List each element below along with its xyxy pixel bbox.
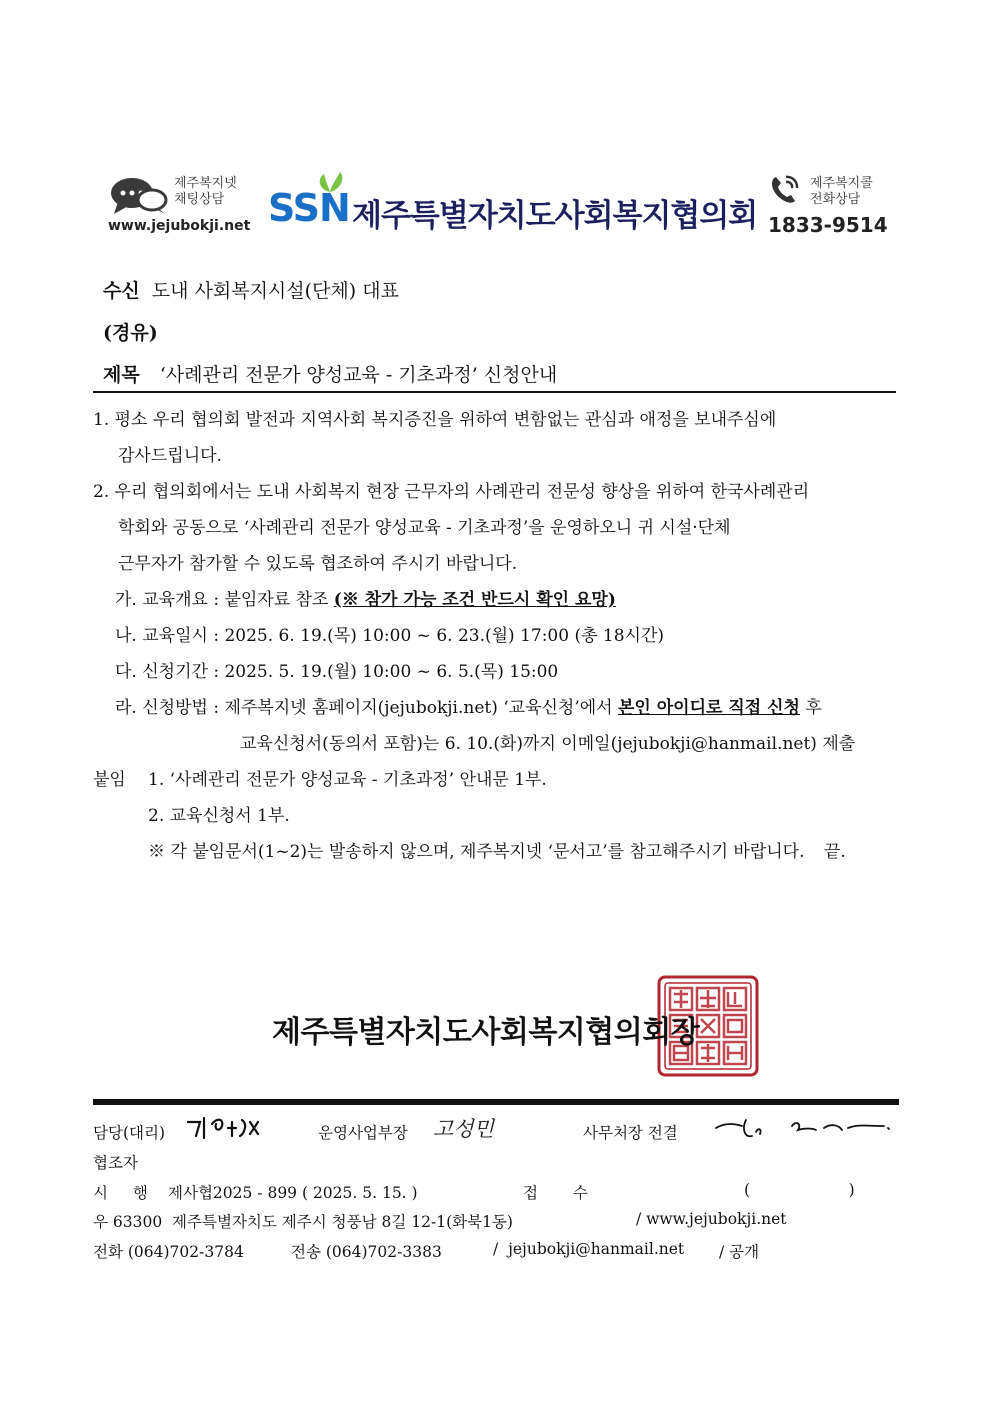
item-method-emphasis: 본인 아이디로 직접 신청 <box>618 698 800 718</box>
staff-label: 담당(대리) <box>93 1124 165 1142</box>
item-overview-text: 가. 교육개요 : 붙임자료 참조 <box>115 590 334 610</box>
manager-label: 운영사업부장 <box>318 1124 408 1142</box>
recipient-value: 도내 사회복지시설(단체) 대표 <box>151 280 399 302</box>
letterhead <box>100 168 890 240</box>
subject-label: 제목 <box>103 364 140 386</box>
secretary-label: 사무처장 전결 <box>583 1124 678 1142</box>
cooperation-label: 협조자 <box>93 1154 138 1172</box>
subject-line <box>103 360 557 387</box>
secretary-signature <box>712 1114 892 1144</box>
chat-bubble-icon <box>110 176 168 216</box>
attach-label: 붙임 <box>93 770 126 790</box>
phone-label-line2: 전화상담 <box>810 192 861 207</box>
manager-signature: 고성민 <box>433 1117 494 1141</box>
phone-label-line1: 제주복지콜 <box>810 176 873 191</box>
org-name: 제주특별자치도사회복지협의회 <box>352 198 758 234</box>
via-label: (경유) <box>103 322 158 344</box>
recipient-label: 수신 <box>103 280 140 302</box>
chat-label-line2: 채팅상담 <box>174 192 225 207</box>
item-method-suffix: 후 <box>799 698 822 718</box>
phone-number[interactable]: 1833-9514 <box>768 213 888 237</box>
item-method-text: 라. 신청방법 : 제주복지넷 홈페이지(jejubokji.net) ‘교육신청’에서 <box>115 698 618 718</box>
item-schedule: 나. 교육일시 : 2025. 6. 19.(목) 10:00 ~ 6. 23.(월) 17:00 (총 18시간) <box>115 626 665 646</box>
sender-title: 제주특별자치도사회복지협의회장 <box>272 1015 700 1050</box>
item-method <box>115 696 822 720</box>
phone-label <box>810 176 873 208</box>
receipt-value: ( ) <box>744 1181 855 1199</box>
recipient-line <box>103 276 399 303</box>
receipt-label: 접 수 <box>523 1184 588 1202</box>
attachment-note <box>148 840 846 864</box>
website-link[interactable]: www.jejubokji.net <box>108 218 251 234</box>
attachment-1: 1. ‘사례관리 전문가 양성교육 - 기초과정’ 안내문 1부. <box>148 770 547 790</box>
item-overview <box>115 588 616 612</box>
enforce-value: 제사협2025 - 899 ( 2025. 5. 15. ) <box>168 1184 418 1202</box>
enforce-label: 시 행 <box>93 1184 148 1202</box>
footer-divider <box>93 1099 899 1105</box>
chat-label <box>174 176 237 208</box>
homepage-link[interactable]: / www.jejubokji.net <box>636 1210 787 1228</box>
paragraph-1-line1: 1. 평소 우리 협의회 발전과 지역사회 복지증진을 위하여 변함없는 관심과 애정을 보내주심에 <box>93 410 777 430</box>
via-line <box>103 318 158 345</box>
item-overview-emphasis: (※ 참가 가능 조건 반드시 확인 요망) <box>333 590 616 610</box>
item-method-line2: 교육신청서(동의서 포함)는 6. 10.(화)까지 이메일(jejubokji@hanmail.net) 제출 <box>240 734 856 754</box>
item-period: 다. 신청기간 : 2025. 5. 19.(월) 10:00 ~ 6. 5.(목) 15:00 <box>115 662 559 682</box>
subject-divider <box>93 391 896 393</box>
paragraph-2-line2: 학회와 공동으로 ‘사례관리 전문가 양성교육 - 기초과정’을 운영하오니 귀 시설·단체 <box>118 518 731 538</box>
ssn-logo: SSN <box>268 186 350 230</box>
staff-signature <box>184 1112 274 1142</box>
paragraph-1-line2: 감사드립니다. <box>118 446 222 466</box>
attachment-2: 2. 교육신청서 1부. <box>148 806 290 826</box>
subject-value: ‘사례관리 전문가 양성교육 - 기초과정’ 신청안내 <box>159 364 558 386</box>
fax: 전송 (064)702-3383 <box>291 1243 442 1261</box>
phone-icon <box>768 174 802 206</box>
end-mark: 끝. <box>823 842 846 862</box>
disclosure: / 공개 <box>719 1243 760 1261</box>
paragraph-2-line1: 2. 우리 협의회에서는 도내 사회복지 현장 근무자의 사례관리 전문성 향상을 위하여 한국사례관리 <box>93 482 810 502</box>
email-link[interactable]: / jejubokji@hanmail.net <box>493 1240 685 1258</box>
phone: 전화 (064)702-3784 <box>93 1243 244 1261</box>
paragraph-2-line3: 근무자가 참가할 수 있도록 협조하여 주시기 바랍니다. <box>118 554 518 574</box>
address: 우 63300 제주특별자치도 제주시 청풍남 8길 12-1(화북1동) <box>93 1213 513 1231</box>
attachment-note-text: ※ 각 붙임문서(1~2)는 발송하지 않으며, 제주복지넷 ‘문서고’를 참고해주시기 바랍니다. <box>148 842 805 862</box>
chat-label-line1: 제주복지넷 <box>174 176 237 191</box>
